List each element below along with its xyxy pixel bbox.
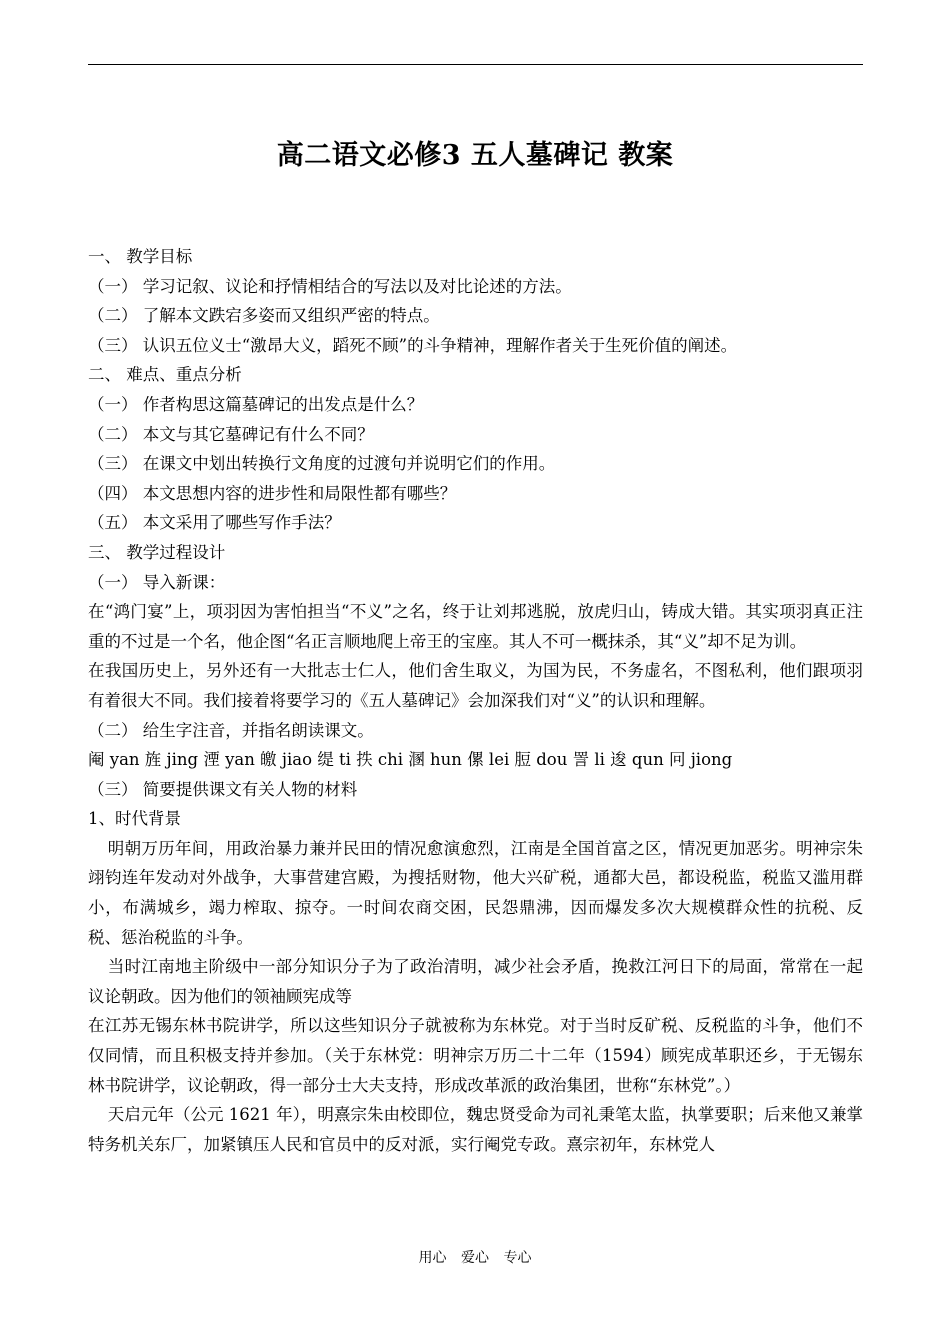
- key-point-item-3: （三） 在课文中划出转换行文角度的过渡句并说明它们的作用。: [88, 454, 556, 474]
- intro-paragraph-2: 在我国历史上，另外还有一大批志士仁人，他们舍生取义，为国为民，不务虚名，不图私利，他们跟项羽有着很大不同。我们接着将要学习的《五人墓碑记》会加深我们对“义”的认识和理解。: [88, 661, 863, 710]
- key-point-item-1: （一） 作者构思这篇墓碑记的出发点是什么？: [88, 394, 424, 414]
- objective-item-2: （二） 了解本文跌宕多姿而又组织严密的特点。: [88, 306, 440, 326]
- section-heading-process: 三、 教学过程设计: [88, 542, 226, 562]
- background-paragraph-3: 在江苏无锡东林书院讲学，所以这些知识分子就被称为东林党。对于当时反矿税、反税监的斗争，他们不仅同情，而且积极支持并参加。（关于东林党：明神宗万历二十二年（1594）顾宪成革职还乡，于无锡东林书院讲学，议论朝政，得一部分士大夫支持，形成改革派的政治集团，世称“东林党”。）: [88, 1016, 863, 1095]
- pinyin-line: 阉 yan 旌 jing 湮 yan 皦 jiao 缇 ti 抶 chi 溷 hun 傫 lei 脰 dou 詈 li 逡 qun 冋 jiong: [88, 750, 733, 770]
- background-paragraph-4: 天启元年（公元 1621 年），明熹宗朱由校即位，魏忠贤受命为司礼秉笔太监，执掌要职；后来他又兼掌特务机关东厂，加紧镇压人民和官员中的反对派，实行阉党专政。熹宗初年，东林党人: [88, 1105, 863, 1154]
- process-step-2: （二） 给生字注音，并指名朗读课文。: [88, 720, 374, 740]
- intro-paragraph-1: 在“鸿门宴”上，项羽因为害怕担当“不义”之名，终于让刘邦逃脱，放虎归山，铸成大错。其实项羽真正注重的不过是一个名，他企图“名正言顺地爬上帝王的宝座。其人不可一概抹杀，其“义”却不足为训。: [88, 602, 863, 651]
- objective-item-3: （三） 认识五位义士“激昂大义，蹈死不顾”的斗争精神，理解作者关于生死价值的阐述。: [88, 335, 738, 355]
- subheading-background: 1、时代背景: [88, 809, 181, 829]
- objective-item-1: （一） 学习记叙、议论和抒情相结合的写法以及对比论述的方法。: [88, 276, 572, 296]
- section-heading-objectives: 一、 教学目标: [88, 247, 193, 266]
- section-heading-key-points: 二、 难点、重点分析: [88, 365, 242, 385]
- process-step-1: （一） 导入新课：: [88, 572, 226, 592]
- key-point-item-4: （四） 本文思想内容的进步性和局限性都有哪些？: [88, 483, 457, 503]
- background-paragraph-1: 明朝万历年间，用政治暴力兼并民田的情况愈演愈烈，江南是全国首富之区，情况更加恶劣。明神宗朱翊钧连年发动对外战争，大事营建宫殿，为搜括财物，他大兴矿税，通都大邑，都设税监，税监又滥用群小，布满城乡，竭力榨取、掠夺。一时间农商交困，民怨鼎沸，因而爆发多次大规模群众性的抗税、反税、惩治税监的斗争。: [88, 838, 863, 947]
- process-step-3: （三） 简要提供课文有关人物的材料: [88, 779, 358, 799]
- key-point-item-2: （二） 本文与其它墓碑记有什么不同？: [88, 424, 374, 444]
- document-body: [88, 242, 863, 1159]
- document-title: 高二语文必修3 五人墓碑记 教案: [276, 140, 674, 171]
- page-footer: 用心 爱心 专心: [418, 1250, 532, 1266]
- background-paragraph-2: 当时江南地主阶级中一部分知识分子为了政治清明，减少社会矛盾，挽救江河日下的局面，常常在一起议论朝政。因为他们的领袖顾宪成等: [88, 957, 863, 1006]
- key-point-item-5: （五） 本文采用了哪些写作手法？: [88, 513, 341, 533]
- header-rule: [88, 64, 863, 65]
